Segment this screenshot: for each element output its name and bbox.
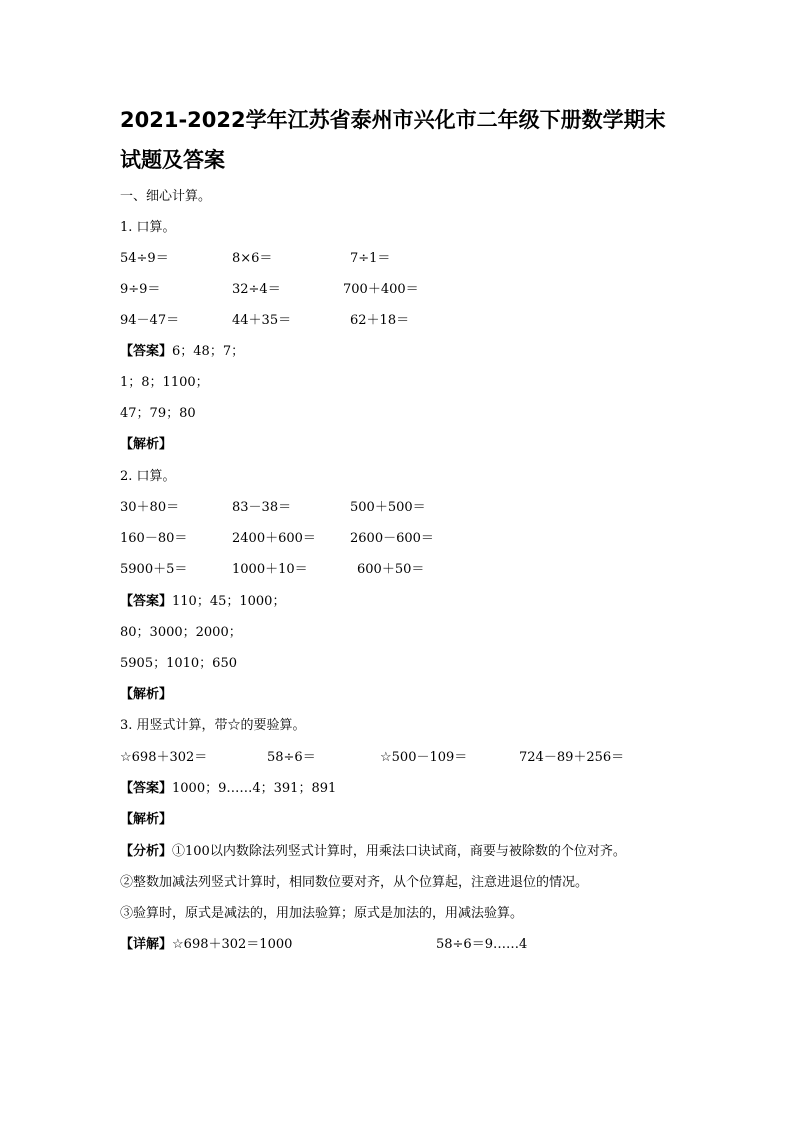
answer-text: 6；48；7； [172, 344, 245, 359]
answer-text: 1000；9……4；391；891 [172, 781, 337, 796]
q2-item: 30＋80＝ [120, 500, 180, 515]
answer-text: 110；45；1000； [172, 594, 286, 609]
q2-item: 160－80＝ [120, 531, 188, 546]
q3-item: 58÷6＝ [267, 750, 316, 765]
detail-left: ☆698＋302＝1000 [172, 937, 293, 952]
q2-analysis-tag: 【解析】 [120, 687, 173, 702]
q3-heading: 3. 用竖式计算，带☆的要验算。 [120, 718, 306, 733]
q2-item: 500＋500＝ [350, 500, 426, 515]
q3-item: ☆698＋302＝ [120, 750, 208, 765]
q1-answer [120, 343, 244, 361]
q2-item: 5900＋5＝ [120, 562, 188, 577]
q2-item: 1000＋10＝ [232, 562, 308, 577]
detail-tag: 【详解】 [120, 937, 173, 952]
q2-item: 600＋50＝ [357, 562, 425, 577]
q1-item: 44＋35＝ [232, 313, 292, 328]
answer-tag: 【答案】 [120, 781, 173, 796]
q3-fenxi [120, 843, 626, 861]
q3-answer [120, 780, 336, 798]
q1-item: 54÷9＝ [120, 251, 169, 266]
q2-item: 2400＋600＝ [232, 531, 316, 546]
q1-item: 9÷9＝ [120, 282, 161, 297]
detail-right: 58÷6＝9……4 [436, 937, 528, 952]
q1-item: 8×6＝ [232, 251, 273, 266]
q1-answer-line: 47；79；80 [120, 406, 196, 421]
q3-explanation-line: ③验算时，原式是减法的，用加法验算；原式是加法的，用减法验算。 [120, 906, 524, 921]
q2-answer [120, 593, 285, 611]
q1-item: 62＋18＝ [350, 313, 410, 328]
page-title: 2021-2022学年江苏省泰州市兴化市二年级下册数学期末试题及答案 [120, 108, 666, 172]
q3-explanation-line: ②整数加减法列竖式计算时，相同数位要对齐，从个位算起，注意进退位的情况。 [120, 875, 589, 890]
q1-item: 94－47＝ [120, 313, 180, 328]
q1-analysis-tag: 【解析】 [120, 437, 173, 452]
q1-item: 7÷1＝ [350, 251, 391, 266]
q2-item: 83－38＝ [232, 500, 292, 515]
fenxi-text: ①100以内数除法列竖式计算时，用乘法口诀试商，商要与被除数的个位对齐。 [172, 844, 626, 859]
q2-answer-line: 5905；1010；650 [120, 656, 237, 671]
q3-analysis-tag: 【解析】 [120, 812, 173, 827]
section-heading: 一、细心计算。 [120, 189, 212, 204]
answer-tag: 【答案】 [120, 594, 173, 609]
q1-answer-line: 1；8；1100； [120, 375, 209, 390]
q2-heading: 2. 口算。 [120, 469, 176, 484]
q1-heading: 1. 口算。 [120, 220, 176, 235]
q2-item: 2600－600＝ [350, 531, 434, 546]
q3-detail [120, 936, 292, 954]
q3-item: ☆500－109＝ [380, 750, 468, 765]
answer-tag: 【答案】 [120, 344, 173, 359]
fenxi-tag: 【分析】 [120, 844, 173, 859]
q1-item: 700＋400＝ [343, 282, 419, 297]
q1-item: 32÷4＝ [232, 282, 281, 297]
q2-answer-line: 80；3000；2000； [120, 625, 242, 640]
q3-item: 724－89＋256＝ [519, 750, 625, 765]
